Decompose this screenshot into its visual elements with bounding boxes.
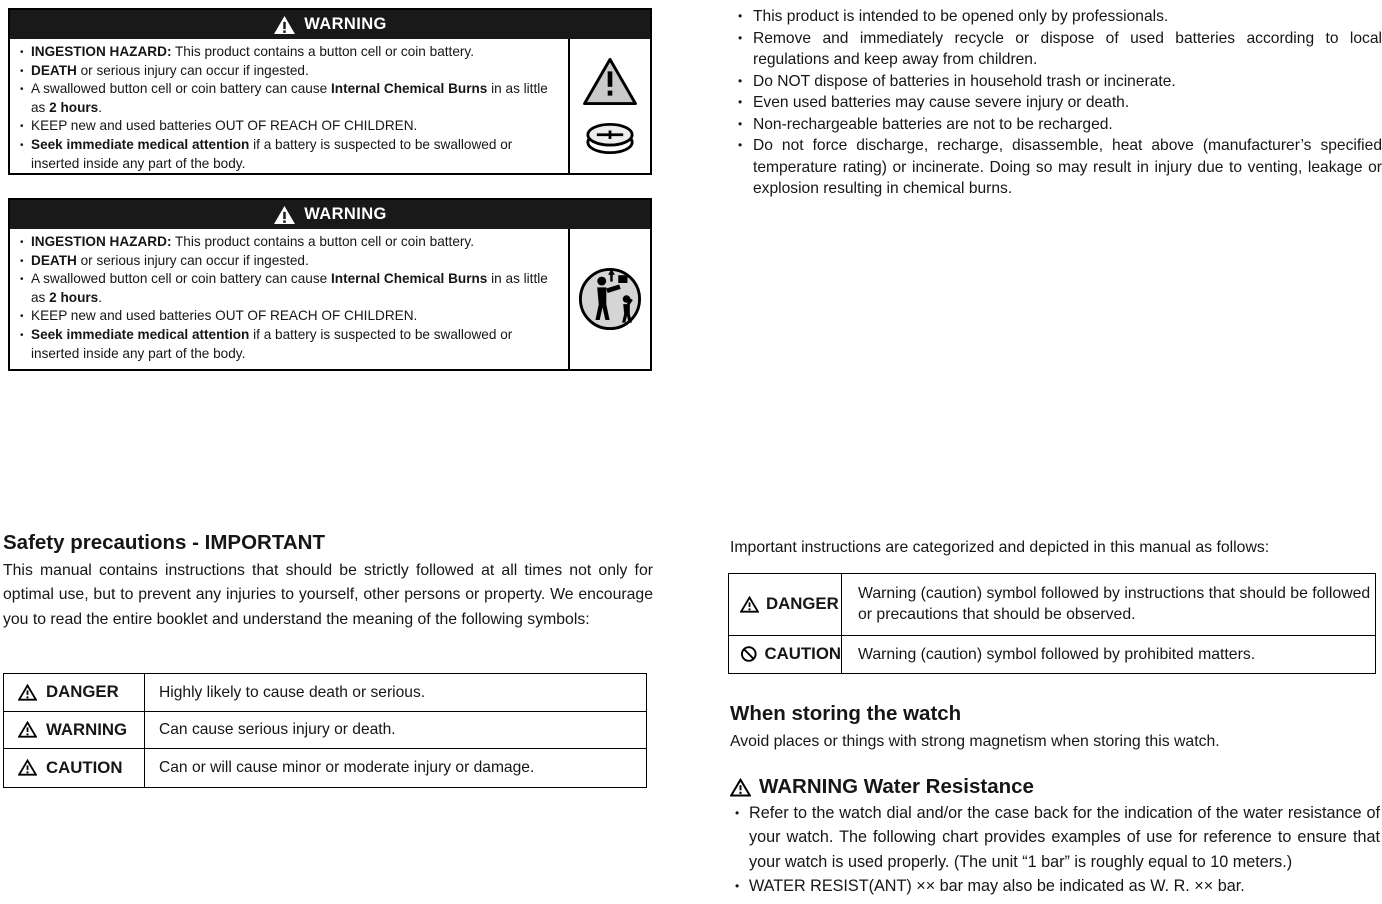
description-cell (145, 712, 646, 749)
warning-header-label: WARNING (304, 15, 387, 33)
list-item: • Do not force discharge, recharge, disassemble, heat above (manufacturer’s specified temperature rating) or incinerate. Doing so may result in injury due to venting, leakage or explosion resulting in chemical burns. (730, 135, 1382, 200)
warning-bullet: • INGESTION HAZARD: This product contains a button cell or coin battery. (31, 43, 560, 62)
warning-triangle-outline-icon (740, 596, 759, 613)
warning-bullet: • KEEP new and used batteries OUT OF REACH OF CHILDREN. (31, 307, 560, 326)
danger-label-cell (4, 674, 145, 711)
table-row (4, 674, 646, 712)
warning-icon-cell (568, 229, 650, 369)
warning-icon-cell (568, 39, 650, 173)
warning-triangle-icon (582, 57, 638, 106)
warning-label-cell (4, 712, 145, 749)
warning-bullet: • DEATH or serious injury can occur if ingested. (31, 252, 560, 271)
description-text: Warning (caution) symbol followed by instructions that should be followed or precautions that should be observed. (858, 585, 1371, 624)
danger-label-cell (729, 574, 842, 635)
warning-header-label: WARNING (304, 205, 387, 223)
warning-triangle-outline-icon (18, 759, 37, 776)
description-text: Can cause serious injury or death. (159, 721, 396, 739)
list-item: • Do NOT dispose of batteries in household trash or incinerate. (730, 71, 1382, 93)
label-text: CAUTION (46, 757, 123, 777)
table-row (729, 574, 1375, 636)
warning-triangle-outline-icon (730, 778, 751, 797)
warning-triangle-icon (273, 205, 296, 225)
description-cell (145, 749, 646, 787)
warning-bullet: • Seek immediate medical attention if a battery is suspected to be swallowed or inserted inside any part of the body. (31, 136, 560, 173)
description-text: Highly likely to cause death or serious. (159, 683, 426, 701)
list-item: • This product is intended to be opened only by professionals. (730, 6, 1382, 28)
description-cell (842, 636, 1375, 674)
storing-body: Avoid places or things with strong magnetism when storing this watch. (730, 733, 1220, 750)
categories-table (728, 573, 1376, 674)
label-text: CAUTION (764, 644, 841, 664)
table-row (4, 749, 646, 787)
description-text: Warning (caution) symbol followed by prohibited matters. (858, 645, 1256, 663)
caution-label-cell (729, 636, 842, 674)
safety-precautions-title: Safety precautions - IMPORTANT (3, 531, 325, 554)
warning-box-children (8, 198, 652, 371)
warning-bullet: • A swallowed button cell or coin battery can cause Internal Chemical Burns in as little as 2 hours. (31, 270, 560, 307)
warning-box-body (10, 229, 650, 369)
storing-title: When storing the watch (730, 702, 962, 725)
symbols-table (3, 673, 647, 788)
coin-battery-icon (584, 122, 636, 155)
list-item: • WATER RESIST(ANT) ×× bar may also be indicated as W. R. ×× bar. (728, 874, 1380, 898)
prohibition-icon (740, 645, 758, 663)
description-text: Can or will cause minor or moderate injury or damage. (159, 759, 535, 777)
categories-intro: Important instructions are categorized and depicted in this manual as follows: (730, 539, 1270, 556)
description-cell (842, 574, 1375, 635)
warning-triangle-outline-icon (18, 684, 37, 701)
table-row (729, 636, 1375, 674)
warning-bullet: • INGESTION HAZARD: This product contains a button cell or coin battery. (31, 233, 560, 252)
water-resistance-title-text: WARNING Water Resistance (759, 775, 1034, 798)
list-item: • Refer to the watch dial and/or the case back for the indication of the water resistance of your watch. The following chart provides examples of use for reference to ensure that your watch is used properly. (The unit “1 bar” is roughly equal to 10 meters.) (728, 801, 1380, 874)
list-item: • Even used batteries may cause severe injury or death. (730, 92, 1382, 114)
warning-bullet: • Seek immediate medical attention if a battery is suspected to be swallowed or inserted inside any part of the body. (31, 326, 560, 363)
caution-label-cell (4, 749, 145, 787)
list-item: • Non-rechargeable batteries are not to be recharged. (730, 114, 1382, 136)
table-row (4, 712, 646, 750)
safety-precautions-body: This manual contains instructions that should be strictly followed at all times not only for optimal use, but to prevent any injuries to yourself, other persons or property. We encourage you to read the entire booklet and understand the meaning of the following symbols: (3, 562, 653, 628)
warning-triangle-outline-icon (18, 721, 37, 738)
warning-box-battery (8, 8, 652, 175)
warning-box-header (10, 200, 650, 229)
warning-box-body (10, 39, 650, 173)
description-cell (145, 674, 646, 711)
warning-bullet: • DEATH or serious injury can occur if ingested. (31, 62, 560, 81)
label-text: WARNING (46, 719, 128, 739)
warning-bullet-list (10, 229, 568, 369)
keep-away-from-children-icon (577, 266, 643, 332)
water-resistance-title (730, 775, 1034, 799)
label-text: DANGER (766, 594, 839, 614)
warning-bullet: • A swallowed button cell or coin battery can cause Internal Chemical Burns in as little as 2 hours. (31, 80, 560, 117)
water-resistance-list (728, 801, 1380, 898)
warning-triangle-icon (273, 15, 296, 35)
label-text: DANGER (46, 682, 119, 702)
list-item: • Remove and immediately recycle or dispose of used batteries according to local regulations and keep away from children. (730, 28, 1382, 71)
warning-bullet: • KEEP new and used batteries OUT OF REACH OF CHILDREN. (31, 117, 560, 136)
battery-handling-list (730, 6, 1382, 200)
warning-bullet-list (10, 39, 568, 173)
warning-box-header (10, 10, 650, 39)
